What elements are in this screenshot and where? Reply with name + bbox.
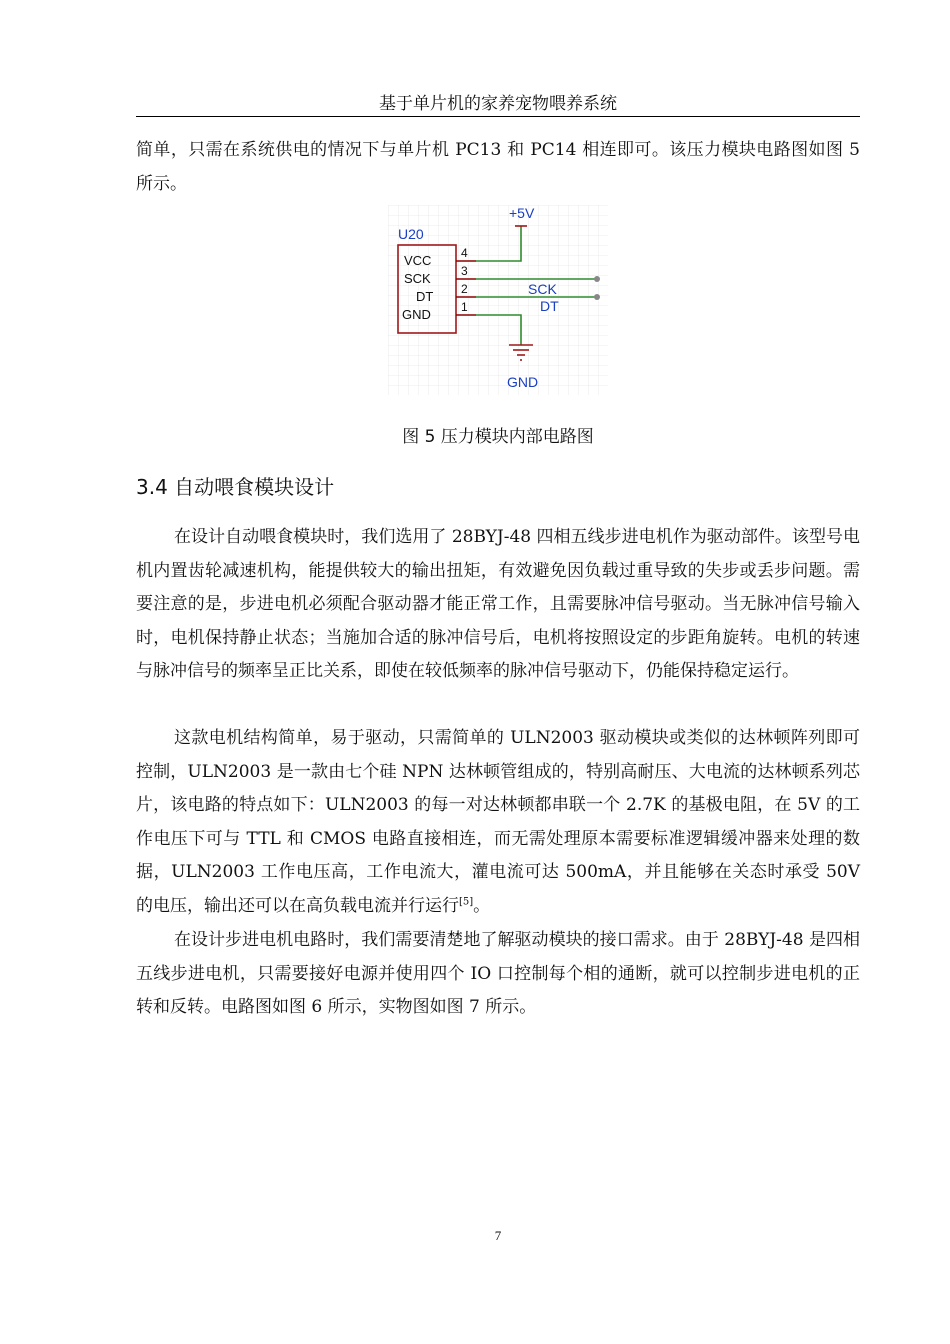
- paragraph-3: 在设计步进电机电路时，我们需要清楚地了解驱动模块的接口需求。由于 28BYJ-48 是四相五线步进电机，只需要接好电源并使用四个 IO 口控制每个相的通断，就可以控制步进电机的正转和反转。电路图如图 6 所示，实物图如图 7 所示。: [136, 930, 860, 1017]
- component-ref: U20: [398, 226, 424, 242]
- paragraph-2-text: 这款电机结构简单，易于驱动，只需简单的 ULN2003 驱动模块或类似的达林顿阵列即可控制，ULN2003 是一款由七个硅 NPN 达林顿管组成的，特别高耐压、大电流的达林顿系列芯片，该电路的特点如下：ULN2003 的每一对达林顿都串联一个 2.7K 的基极电阻，在 5V 的工作电压下可与 TTL 和 CMOS 电路直接相连，而无需处理原本需要标准逻辑缓冲器来处理的数据，ULN2003 工作电压高，工作电流大，灌电流可达 500mA，并且能够在关态时承受 50V 的电压，输出还可以在高负载电流并行运行: [136, 728, 860, 916]
- citation-5: [5]: [459, 895, 474, 907]
- pin-label-gnd: GND: [402, 307, 431, 322]
- running-header: 基于单片机的家养宠物喂养系统: [379, 94, 617, 114]
- net-label-sck: SCK: [528, 281, 557, 297]
- pin-label-vcc: VCC: [404, 253, 432, 268]
- net-label-dt: DT: [540, 298, 559, 314]
- paragraph-1: 在设计自动喂食模块时，我们选用了 28BYJ-48 四相五线步进电机作为驱动部件。该型号电机内置齿轮减速机构，能提供较大的输出扭矩，有效避免因负载过重导致的失步或丢步问题。需要注意的是，步进电机必须配合驱动器才能正常工作，且需要脉冲信号驱动。当无脉冲信号输入时，电机保持静止状态；当施加合适的脉冲信号后，电机将按照设定的步距角旋转。电机的转速与脉冲信号的频率呈正比关系，即使在较低频率的脉冲信号驱动下，仍能保持稳定运行。: [136, 527, 860, 681]
- net-endpoint-dt: [594, 294, 600, 300]
- header-rule: [136, 116, 860, 117]
- intro-paragraph: 简单，只需在系统供电的情况下与单片机 PC13 和 PC14 相连即可。该压力模块电路图如图 5 所示。: [136, 140, 860, 194]
- power-label: +5V: [509, 205, 535, 221]
- ground-label: GND: [507, 374, 539, 390]
- circuit-diagram: [388, 205, 608, 395]
- pin-number-3: 3: [461, 264, 468, 278]
- page-number: 7: [494, 1228, 502, 1243]
- pin-number-1: 1: [461, 300, 468, 314]
- figure-caption: 图 5 压力模块内部电路图: [402, 427, 594, 447]
- paragraph-2-end: 。: [473, 895, 491, 916]
- section-heading: 3.4 自动喂食模块设计: [136, 475, 335, 499]
- pin-label-dt: DT: [416, 289, 434, 304]
- pin-number-4: 4: [461, 246, 468, 260]
- pin-label-sck: SCK: [404, 271, 431, 286]
- paragraph-2: [136, 722, 860, 923]
- pin-number-2: 2: [461, 282, 468, 296]
- pressure-module-circuit-figure: [388, 205, 608, 395]
- net-endpoint-sck: [594, 276, 600, 282]
